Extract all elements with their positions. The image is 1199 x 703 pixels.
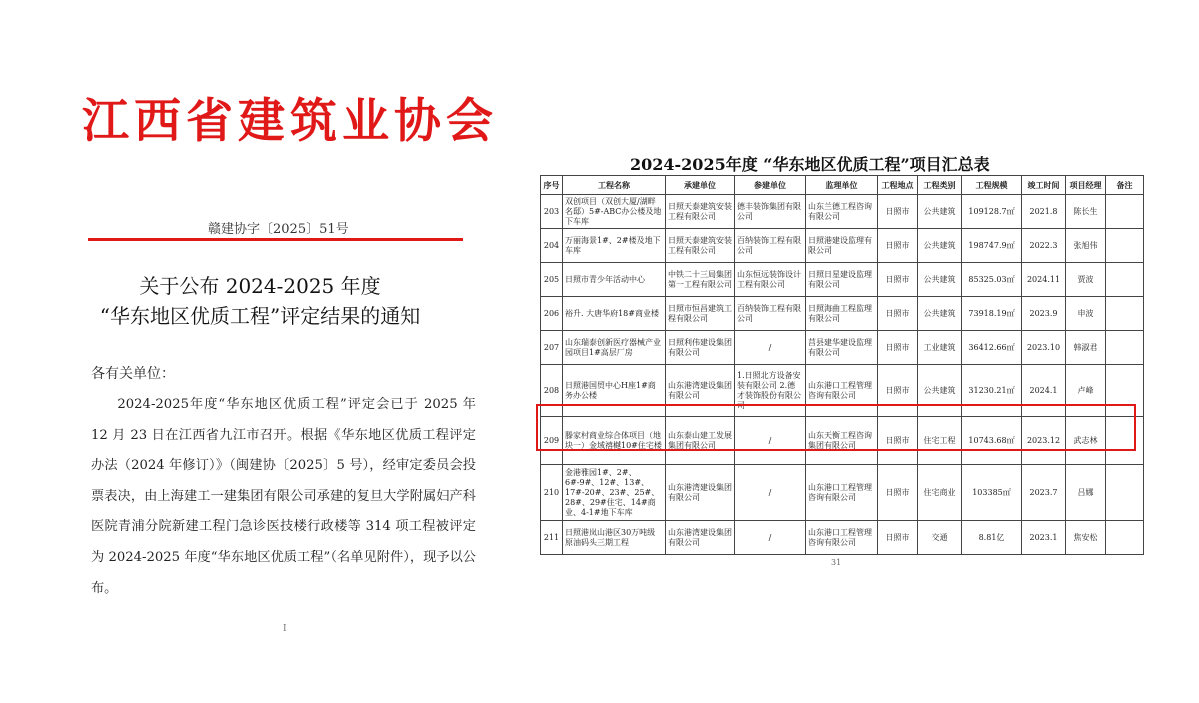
cell-location: 日照市: [878, 331, 918, 365]
project-summary-table: [540, 175, 1144, 555]
cell-name: 山东瑞泰创新医疗器械产业园项目1#高层厂房: [563, 331, 666, 365]
cell-location: 日照市: [878, 417, 918, 465]
cell-name: 日照港国贸中心H座1#商务办公楼: [563, 365, 666, 417]
table-row: [541, 521, 1144, 555]
cell-category: 工业建筑: [918, 331, 962, 365]
cell-name: 日照市青少年活动中心: [563, 263, 666, 297]
cell-supervisor: 山东港口工程管理咨询有限公司: [806, 365, 878, 417]
cell-completion: 2024.1: [1022, 365, 1066, 417]
cell-location: 日照市: [878, 465, 918, 521]
table-header-row: [541, 176, 1144, 195]
cell-no: 207: [541, 331, 563, 365]
cell-remark: [1106, 331, 1144, 365]
cell-category: 公共建筑: [918, 229, 962, 263]
cell-remark: [1106, 229, 1144, 263]
header-location: 工程地点: [878, 176, 918, 195]
cell-scale: 10743.68㎡: [962, 417, 1022, 465]
cell-builder: 山东港湾建设集团有限公司: [666, 521, 735, 555]
table-row: [541, 229, 1144, 263]
cell-builder: 山东港湾建设集团有限公司: [666, 465, 735, 521]
notice-title-line1: 关于公布 2024-2025 年度: [139, 274, 381, 298]
document-number: 赣建协字〔2025〕51号: [208, 222, 349, 237]
cell-partner: 1.日照北方设备安装有限公司 2.德才装饰股份有限公司: [735, 365, 806, 417]
cell-completion: 2023.7: [1022, 465, 1066, 521]
cell-location: 日照市: [878, 263, 918, 297]
red-divider-line: [88, 238, 463, 241]
cell-category: 交通: [918, 521, 962, 555]
cell-manager: 焦安松: [1066, 521, 1106, 555]
cell-builder: 日照天泰建筑安装工程有限公司: [666, 195, 735, 229]
cell-builder: 日照利伟建设集团有限公司: [666, 331, 735, 365]
cell-scale: 31230.21㎡: [962, 365, 1022, 417]
cell-category: 公共建筑: [918, 365, 962, 417]
cell-builder: 山东港湾建设集团有限公司: [666, 365, 735, 417]
notice-page: [0, 0, 520, 703]
cell-builder: 日照天泰建筑安装工程有限公司: [666, 229, 735, 263]
cell-no: 209: [541, 417, 563, 465]
cell-supervisor: 山东港口工程管理咨询有限公司: [806, 465, 878, 521]
cell-no: 204: [541, 229, 563, 263]
cell-supervisor: 日照日星建设监理有限公司: [806, 263, 878, 297]
cell-partner: 山东恒远装饰设计工程有限公司: [735, 263, 806, 297]
cell-builder: 日照市恒昌建筑工程有限公司: [666, 297, 735, 331]
cell-scale: 8.81亿: [962, 521, 1022, 555]
cell-name: 万丽海景1#、2#楼及地下车库: [563, 229, 666, 263]
header-name: 工程名称: [563, 176, 666, 195]
cell-partner: 德丰装饰集团有限公司: [735, 195, 806, 229]
summary-table-page: [530, 0, 1199, 703]
cell-location: 日照市: [878, 365, 918, 417]
cell-partner: /: [735, 417, 806, 465]
cell-name: 滕家村商业综合体项目（地块一）金域禧樾10#住宅楼: [563, 417, 666, 465]
cell-category: 公共建筑: [918, 263, 962, 297]
cell-partner: /: [735, 521, 806, 555]
cell-remark: [1106, 263, 1144, 297]
cell-scale: 109128.7㎡: [962, 195, 1022, 229]
cell-manager: 申波: [1066, 297, 1106, 331]
table-title: 2024-2025年度 “华东地区优质工程”项目汇总表: [630, 155, 990, 174]
cell-scale: 73918.19㎡: [962, 297, 1022, 331]
cell-partner: 百纳装饰工程有限公司: [735, 229, 806, 263]
cell-no: 208: [541, 365, 563, 417]
salutation: 各有关单位：: [91, 366, 175, 382]
notice-body: 2024-2025年度“华东地区优质工程”评定会已于 2025 年 12 月 23 日在江西省九江市召开。根据《华东地区优质工程评定办法（2024 年修订）》（闽建协〔2025〕5 号），经审定委员会投票表决，由上海建工一建集团有限公司承建的复旦大学附属妇产科医院青浦分院新建工程门急诊医技楼行政楼等 314 项工程被评定为 2024-2025 年度“华东地区优质工程”（名单见附件），现予以公布。: [91, 397, 476, 596]
cell-completion: 2024.11: [1022, 263, 1066, 297]
cell-manager: 陈长生: [1066, 195, 1106, 229]
cell-category: 公共建筑: [918, 195, 962, 229]
cell-supervisor: 日照港建设监理有限公司: [806, 229, 878, 263]
cell-scale: 103385㎡: [962, 465, 1022, 521]
cell-completion: 2023.9: [1022, 297, 1066, 331]
cell-completion: 2023.10: [1022, 331, 1066, 365]
page-number: 31: [831, 558, 842, 567]
cell-location: 日照市: [878, 521, 918, 555]
cell-no: 206: [541, 297, 563, 331]
page-marker: I: [283, 624, 287, 634]
cell-name: 日照港岚山港区30万吨级原油码头三期工程: [563, 521, 666, 555]
cell-remark: [1106, 195, 1144, 229]
cell-completion: 2023.12: [1022, 417, 1066, 465]
cell-supervisor: 莒县建华建设监理有限公司: [806, 331, 878, 365]
cell-category: 住宅工程: [918, 417, 962, 465]
cell-partner: /: [735, 331, 806, 365]
cell-partner: /: [735, 465, 806, 521]
cell-manager: 贾波: [1066, 263, 1106, 297]
table-row: [541, 195, 1144, 229]
cell-category: 公共建筑: [918, 297, 962, 331]
cell-scale: 198747.9㎡: [962, 229, 1022, 263]
cell-manager: 卢峰: [1066, 365, 1106, 417]
header-supervisor: 监理单位: [806, 176, 878, 195]
cell-manager: 武志林: [1066, 417, 1106, 465]
cell-no: 211: [541, 521, 563, 555]
cell-scale: 36412.66㎡: [962, 331, 1022, 365]
cell-completion: 2021.8: [1022, 195, 1066, 229]
cell-remark: [1106, 297, 1144, 331]
cell-completion: 2022.3: [1022, 229, 1066, 263]
cell-name: 金港雅园1#、2#、6#-9#、12#、13#、17#-20#、23#、25#、28#、29#住宅、14#商业、4-1#地下车库: [563, 465, 666, 521]
cell-supervisor: 日照海曲工程监理有限公司: [806, 297, 878, 331]
header-manager: 项目经理: [1066, 176, 1106, 195]
table-row: [541, 297, 1144, 331]
cell-supervisor: 山东港口工程管理咨询有限公司: [806, 521, 878, 555]
cell-remark: [1106, 465, 1144, 521]
header-no: 序号: [541, 176, 563, 195]
cell-supervisor: 山东天衡工程咨询集团有限公司: [806, 417, 878, 465]
cell-manager: 吕娜: [1066, 465, 1106, 521]
cell-builder: 山东泰山建工发展集团有限公司: [666, 417, 735, 465]
cell-scale: 85325.03㎡: [962, 263, 1022, 297]
cell-no: 205: [541, 263, 563, 297]
cell-no: 210: [541, 465, 563, 521]
cell-location: 日照市: [878, 229, 918, 263]
header-scale: 工程规模: [962, 176, 1022, 195]
cell-location: 日照市: [878, 195, 918, 229]
header-category: 工程类别: [918, 176, 962, 195]
table-row: [541, 263, 1144, 297]
cell-manager: 张旭伟: [1066, 229, 1106, 263]
cell-name: 双创项目（双创大厦/湖畔名邸）5#-ABC办公楼及地下车库: [563, 195, 666, 229]
cell-partner: 百纳装饰工程有限公司: [735, 297, 806, 331]
org-letterhead-title: 江西省建筑业协会: [82, 94, 498, 149]
cell-manager: 韩淑君: [1066, 331, 1106, 365]
cell-no: 203: [541, 195, 563, 229]
notice-title-line2: “华东地区优质工程”评定结果的通知: [99, 304, 421, 328]
header-partner: 参建单位: [735, 176, 806, 195]
header-builder: 承建单位: [666, 176, 735, 195]
cell-location: 日照市: [878, 297, 918, 331]
header-completion: 竣工时间: [1022, 176, 1066, 195]
highlight-box: [536, 404, 1136, 451]
cell-completion: 2023.1: [1022, 521, 1066, 555]
header-remark: 备注: [1106, 176, 1144, 195]
cell-supervisor: 山东兰德工程咨询有限公司: [806, 195, 878, 229]
table-row: [541, 331, 1144, 365]
table-row: [541, 465, 1144, 521]
cell-category: 住宅商业: [918, 465, 962, 521]
cell-remark: [1106, 521, 1144, 555]
cell-name: 裕升. 大唐华府18#商业楼: [563, 297, 666, 331]
cell-builder: 中铁二十三局集团第一工程有限公司: [666, 263, 735, 297]
